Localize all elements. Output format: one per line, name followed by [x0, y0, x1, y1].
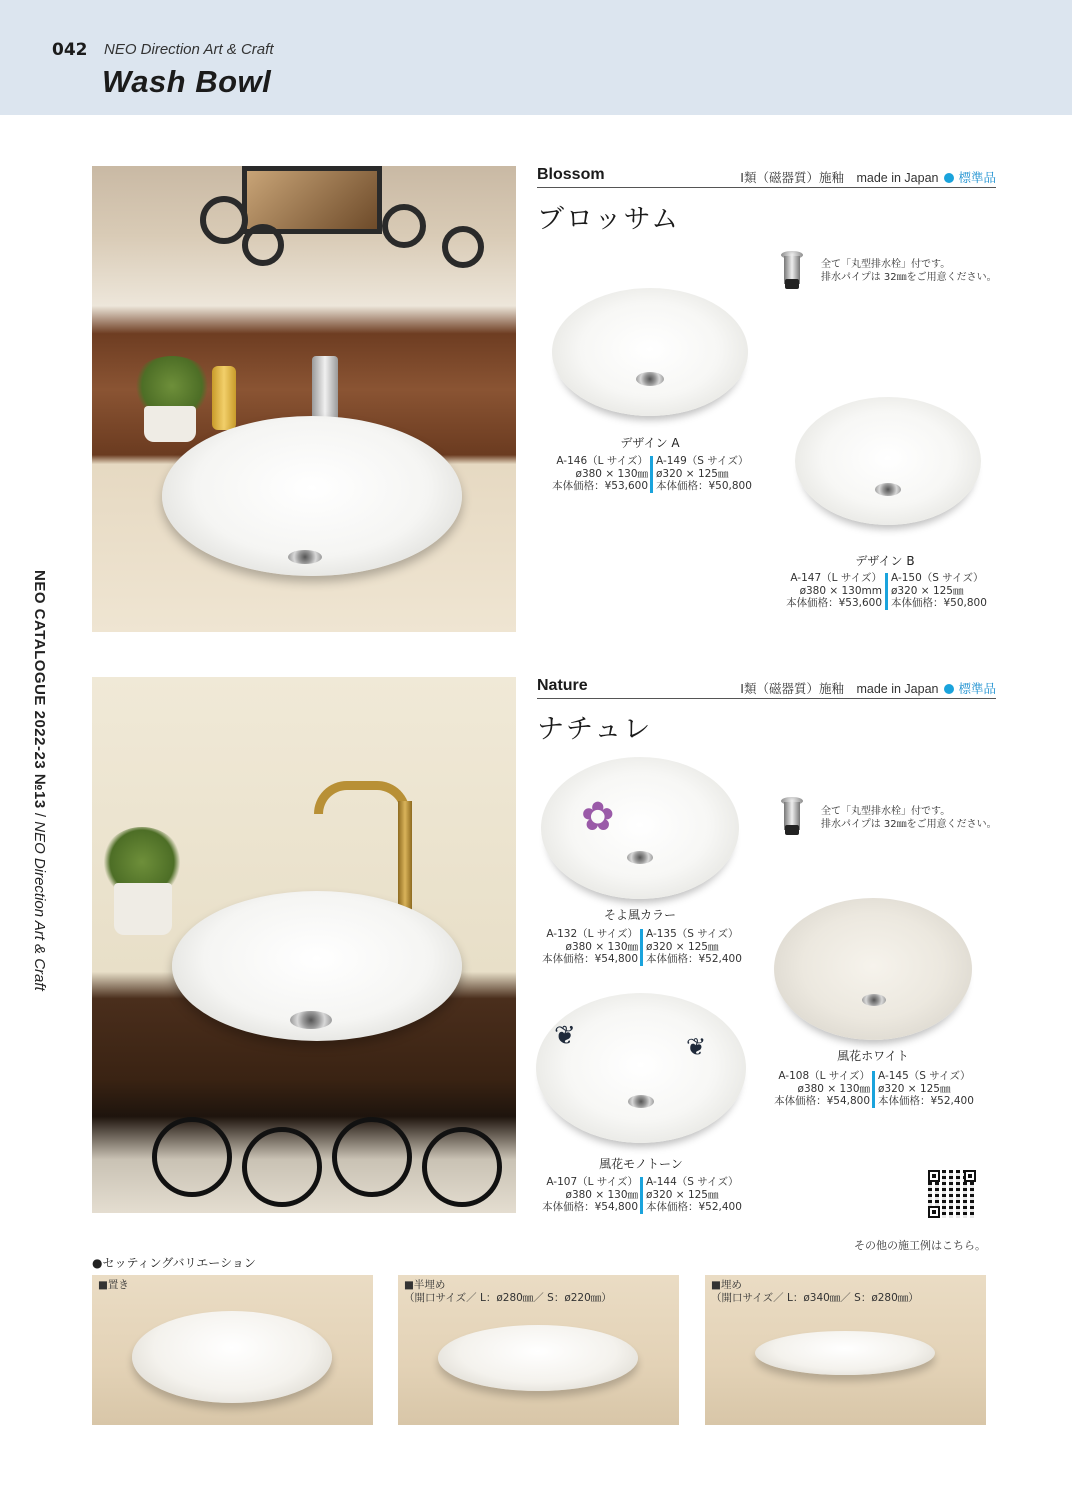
variation-panel-han-ume — [398, 1275, 679, 1425]
spec-divider — [872, 1071, 875, 1108]
page-title: Wash Bowl — [102, 64, 272, 99]
spec-code-l: A-132（L サイズ） — [546, 928, 638, 940]
drain-note-line1: 全て「丸型排水栓」付です。 — [821, 259, 951, 270]
section-divider — [537, 698, 996, 699]
product-image-design-a — [552, 288, 748, 416]
iron-ring — [422, 1127, 502, 1207]
setting-variations-title: ●セッティングバリエーション — [92, 1256, 256, 1270]
nature-jp-title: ナチュレ — [537, 714, 653, 745]
iron-ring — [242, 1127, 322, 1207]
spec-code-l: A-107（L サイズ） — [546, 1176, 638, 1188]
drain — [288, 550, 322, 564]
product-image-soyokaze-color — [541, 757, 739, 899]
spec-code-s: A-150（S サイズ） — [891, 572, 984, 584]
spec-block-design-a — [540, 455, 760, 495]
product-name: デザイン B — [855, 554, 915, 568]
spec-size-l: ø380 × 130mm — [799, 584, 882, 597]
variation-label — [404, 1279, 612, 1305]
variation-label-main: ■埋め — [711, 1279, 742, 1291]
spec-code-l: A-146（L サイズ） — [556, 455, 648, 467]
spec-price-s: 本体価格：¥52,400 — [878, 1095, 974, 1107]
spec-size-s: ø320 × 125㎜ — [646, 940, 719, 953]
spec-divider — [650, 456, 653, 493]
section-name-blossom: Blossom — [537, 166, 605, 183]
spec-code-l: A-147（L サイズ） — [790, 572, 882, 584]
spec-size-s: ø320 × 125㎜ — [646, 1188, 719, 1201]
product-image-kazahana-white — [774, 898, 972, 1040]
spec-size-s: ø320 × 125㎜ — [878, 1082, 951, 1095]
drain-note-line2: 排水パイプは 32㎜をご用意ください。 — [821, 272, 997, 283]
variation-bowl — [132, 1311, 332, 1403]
standard-dot-icon — [944, 173, 954, 183]
blossom-installation-photo — [92, 166, 516, 632]
blossom-material: Ⅰ類（磁器質）施釉 made in Japan — [740, 171, 939, 185]
drain-plug-icon — [781, 251, 803, 291]
mirror-ring — [242, 224, 284, 266]
variation-label-main: ■半埋め — [404, 1279, 446, 1291]
variation-panel-oki — [92, 1275, 373, 1425]
section-divider — [537, 187, 996, 188]
drain — [862, 994, 886, 1006]
spec-divider — [640, 929, 643, 966]
spec-code-s: A-145（S サイズ） — [878, 1070, 971, 1082]
nature-material: Ⅰ類（磁器質）施釉 made in Japan — [740, 682, 939, 696]
brass-faucet-spout — [314, 781, 410, 814]
drain-note — [821, 258, 997, 284]
product-name: デザイン A — [620, 436, 680, 450]
mirror-ring — [442, 226, 484, 268]
spec-price-s: 本体価格：¥52,400 — [646, 1201, 742, 1213]
spec-code-s: A-144（S サイズ） — [646, 1176, 739, 1188]
standard-dot-icon — [944, 684, 954, 694]
spec-price-s: 本体価格：¥50,800 — [656, 480, 752, 492]
nature-installation-photo — [92, 677, 516, 1213]
spec-size-l: ø380 × 130㎜ — [575, 467, 648, 480]
drain-plug-icon — [781, 797, 803, 837]
spec-block-kazahana-white — [764, 1070, 984, 1110]
soap-bottle — [212, 366, 236, 430]
spec-block-kazahana-monotone — [532, 1176, 752, 1216]
spec-price-l: 本体価格：¥53,600 — [786, 597, 882, 609]
spec-price-l: 本体価格：¥54,800 — [542, 953, 638, 965]
spec-price-l: 本体価格：¥54,800 — [542, 1201, 638, 1213]
spec-divider — [885, 573, 888, 610]
variation-label — [711, 1279, 919, 1305]
mirror-ring — [382, 204, 426, 248]
drain — [875, 483, 901, 496]
nature-standard-label: 標準品 — [958, 682, 996, 696]
vine-pattern-icon: ❦ — [554, 1021, 576, 1051]
variation-label-sub: （開口サイズ／ L：ø340㎜／ S：ø280㎜） — [711, 1292, 919, 1304]
spec-size-l: ø380 × 130㎜ — [797, 1082, 870, 1095]
product-image-kazahana-monotone — [536, 993, 746, 1143]
variation-bowl — [438, 1325, 638, 1391]
side-brand: NEO Direction Art & Craft — [31, 821, 48, 991]
blossom-jp-title: ブロッサム — [537, 204, 681, 235]
drain — [636, 372, 664, 386]
variation-label-main: ■置き — [98, 1279, 129, 1291]
variation-panel-ume — [705, 1275, 986, 1425]
spec-code-s: A-135（S サイズ） — [646, 928, 739, 940]
side-catalogue-text — [31, 570, 48, 991]
drain — [290, 1011, 332, 1029]
qr-note: その他の施工例はこちら。 — [854, 1239, 986, 1252]
product-name: そよ風カラー — [603, 908, 676, 922]
plant-pot — [114, 883, 172, 935]
spec-price-s: 本体価格：¥50,800 — [891, 597, 987, 609]
flower-icon: ✿ — [581, 794, 615, 840]
drain-note — [821, 805, 997, 831]
product-image-design-b — [795, 397, 981, 525]
drain — [627, 851, 653, 864]
variation-bowl — [755, 1331, 935, 1375]
spec-block-design-b — [776, 572, 996, 612]
spec-price-l: 本体価格：¥54,800 — [774, 1095, 870, 1107]
spec-size-s: ø320 × 125㎜ — [891, 584, 964, 597]
header-brand: NEO Direction Art & Craft — [104, 41, 274, 58]
blossom-standard-label: 標準品 — [958, 171, 996, 185]
variation-label-sub: （開口サイズ／ L：ø280㎜／ S：ø220㎜） — [404, 1292, 612, 1304]
drain-note-line1: 全て「丸型排水栓」付です。 — [821, 806, 951, 817]
qr-code[interactable] — [928, 1170, 976, 1218]
vine-pattern-icon: ❦ — [686, 1033, 707, 1061]
spec-size-l: ø380 × 130㎜ — [565, 1188, 638, 1201]
section-name-nature: Nature — [537, 677, 588, 694]
drain-note-line2: 排水パイプは 32㎜をご用意ください。 — [821, 819, 997, 830]
side-catalogue-name: NEO CATALOGUE 2022-23 №13 — [31, 570, 48, 809]
drain — [628, 1095, 654, 1108]
blossom-meta — [740, 168, 996, 186]
product-name: 風花ホワイト — [837, 1049, 909, 1063]
side-separator: / — [31, 812, 48, 818]
variation-label — [98, 1279, 129, 1292]
iron-ring — [152, 1117, 232, 1197]
brass-faucet-body — [398, 801, 412, 921]
spec-size-l: ø380 × 130㎜ — [565, 940, 638, 953]
page-number: 042 — [52, 40, 88, 60]
iron-ring — [332, 1117, 412, 1197]
spec-code-s: A-149（S サイズ） — [656, 455, 749, 467]
spec-block-soyokaze — [532, 928, 752, 968]
spec-divider — [640, 1177, 643, 1214]
spec-code-l: A-108（L サイズ） — [778, 1070, 870, 1082]
plant-pot — [144, 406, 196, 442]
spec-size-s: ø320 × 125㎜ — [656, 467, 729, 480]
product-name: 風花モノトーン — [599, 1157, 683, 1171]
mirror-ring — [200, 196, 248, 244]
spec-price-l: 本体価格：¥53,600 — [552, 480, 648, 492]
spec-price-s: 本体価格：¥52,400 — [646, 953, 742, 965]
nature-meta — [740, 679, 996, 697]
